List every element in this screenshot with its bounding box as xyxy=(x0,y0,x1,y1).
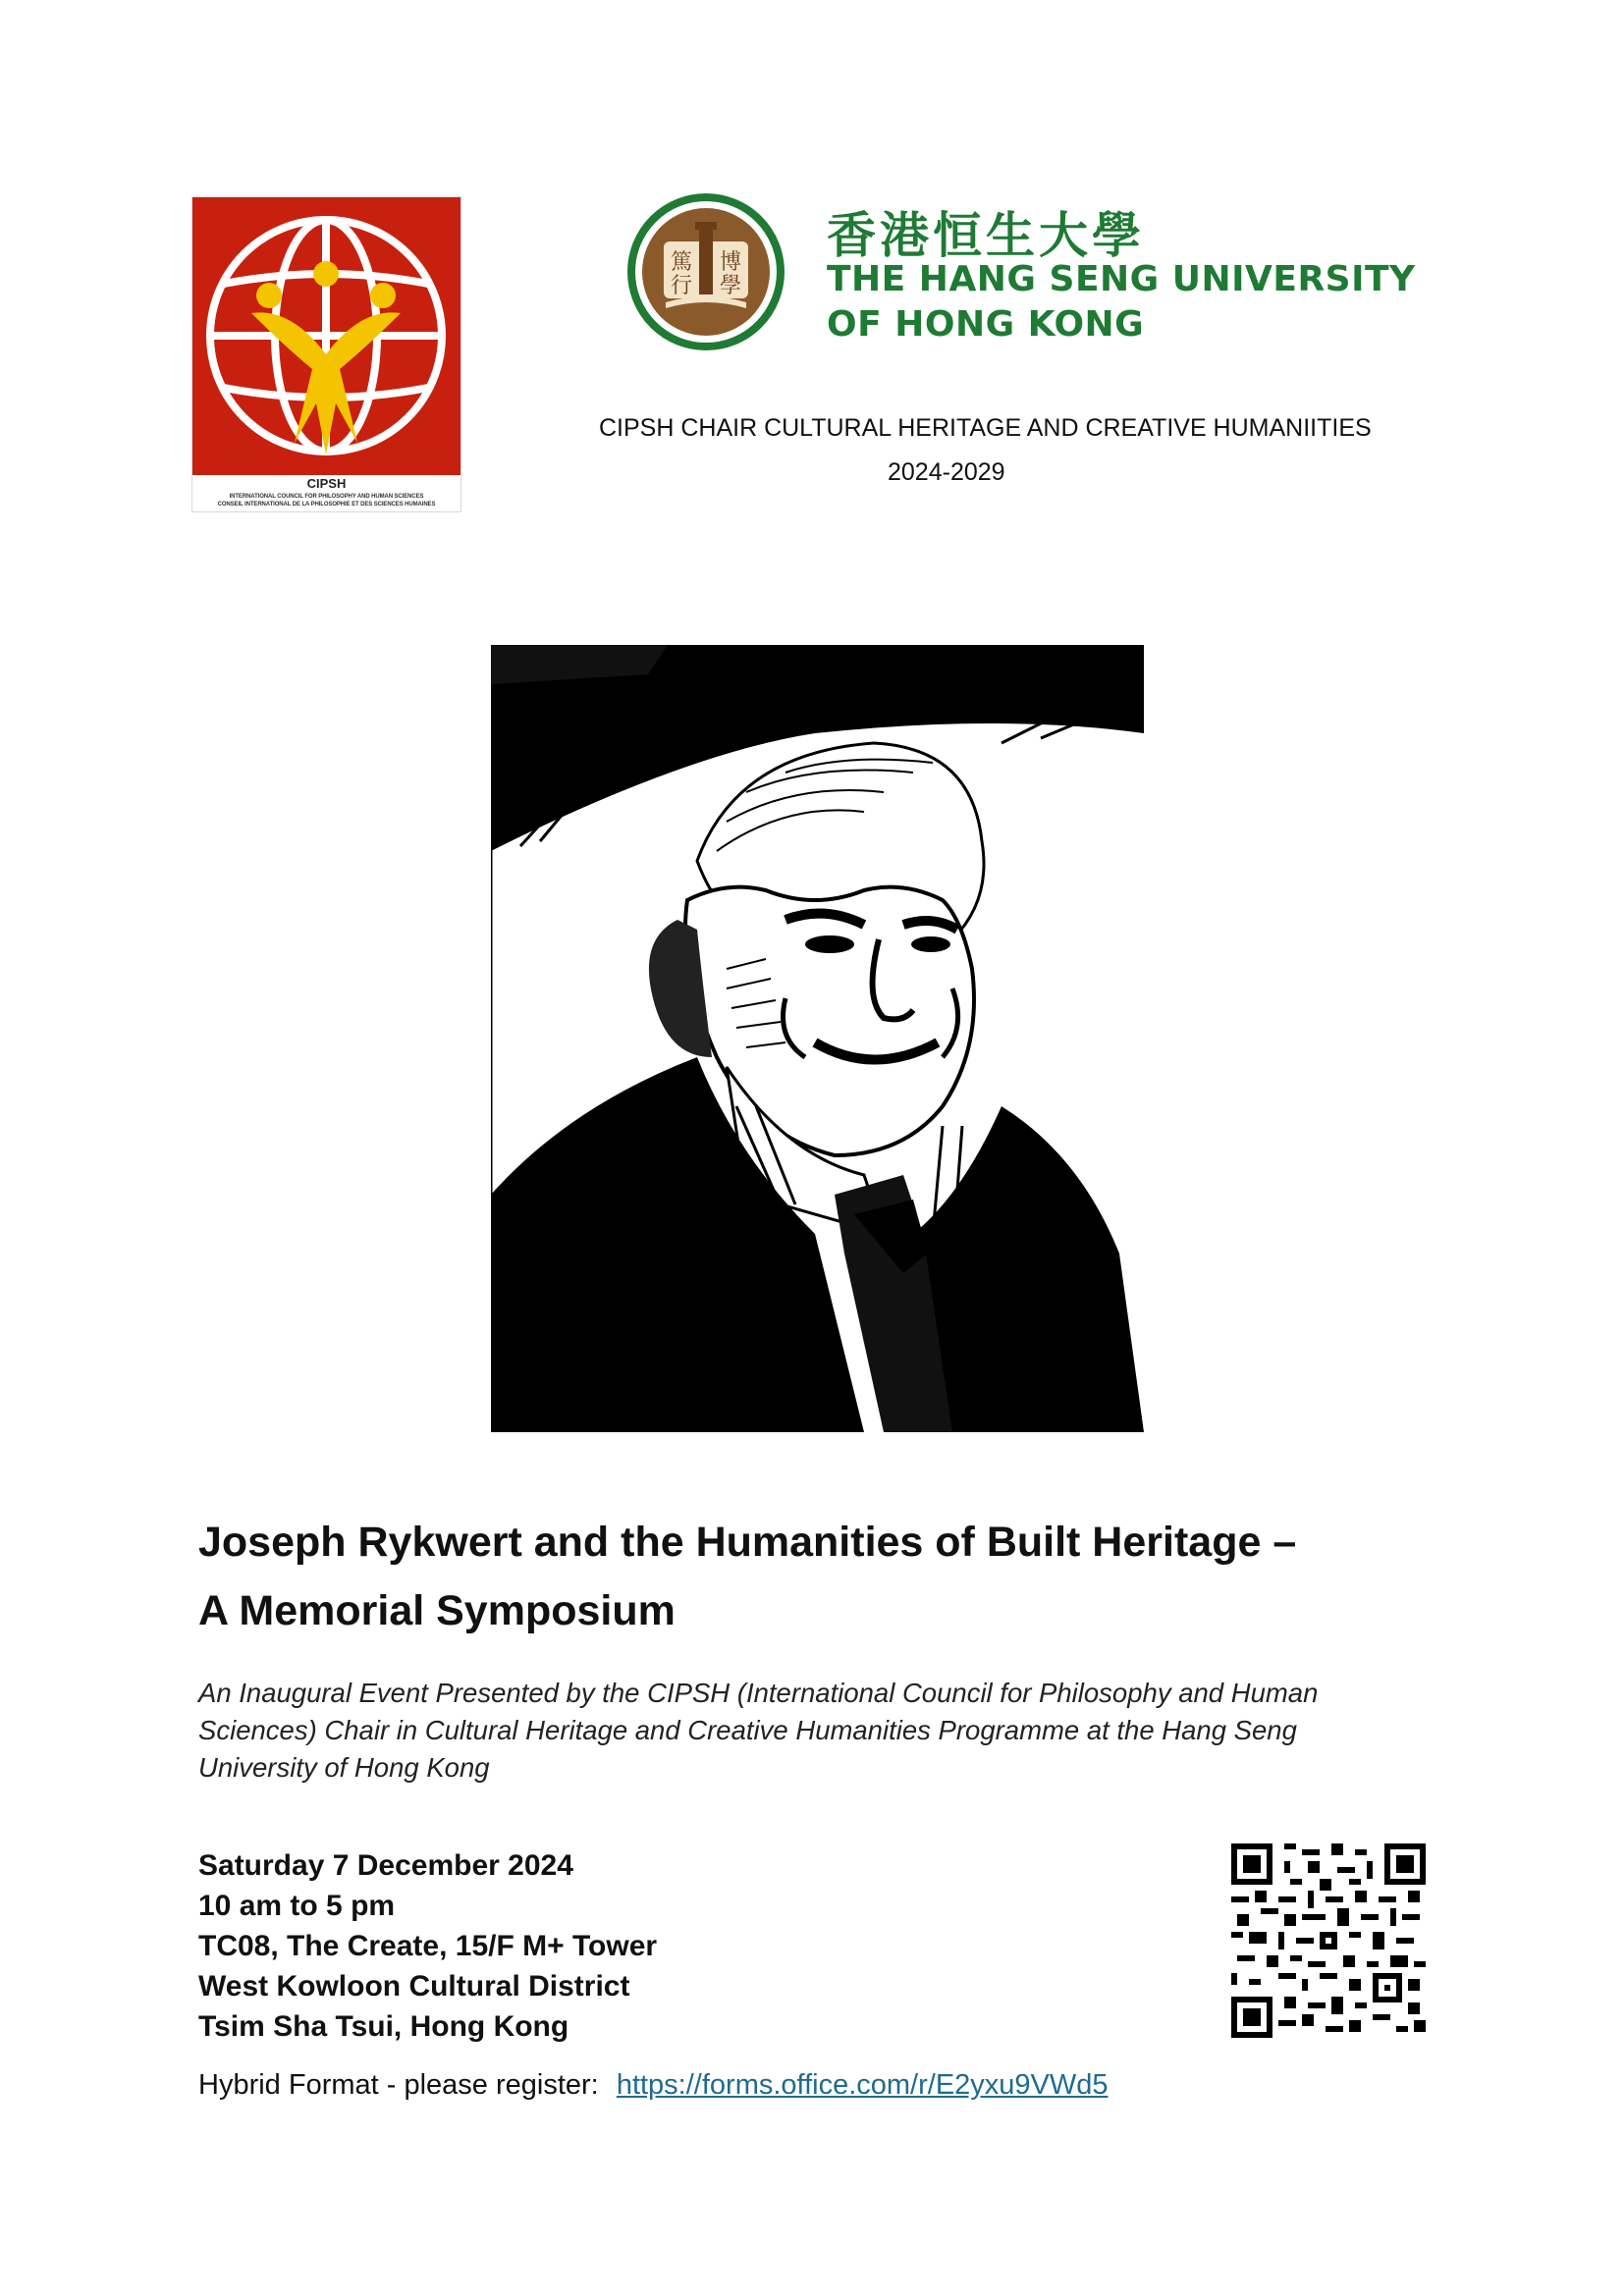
register-text: Hybrid Format - please register: xyxy=(198,2069,599,2101)
cipsh-fullname-fr: CONSEIL INTERNATIONAL DE LA PHILOSOPHIE ET DES SCIENCES HUMAINES xyxy=(217,502,436,507)
chair-title: CIPSH CHAIR CULTURAL HERITAGE AND CREATIVE HUMANIITIES xyxy=(599,414,1372,442)
event-date: Saturday 7 December 2024 xyxy=(198,1849,573,1882)
portrait-photo xyxy=(491,645,1144,1432)
hsu-english-name-line2: OF HONG KONG xyxy=(827,304,1145,345)
emblem-char-1: 篤 xyxy=(670,250,693,275)
event-district: West Kowloon Cultural District xyxy=(198,1970,630,2002)
cipsh-fullname-en: INTERNATIONAL COUNCIL FOR PHILOSOPHY AND HUMAN SCIENCES xyxy=(229,494,424,500)
event-time: 10 am to 5 pm xyxy=(198,1890,396,1922)
event-subtitle: An Inaugural Event Presented by the CIPSH (International Council for Philosophy and Human Sciences) Chair in Cultural Heritage and Creative Humanities Programme at the Hang Seng University of Hong Kong xyxy=(198,1678,1319,1783)
emblem-char-2: 博 xyxy=(719,250,742,275)
chair-years: 2024-2029 xyxy=(888,458,1005,486)
register-link[interactable]: https://forms.office.com/r/E2yxu9VWd5 xyxy=(616,2069,1109,2101)
cipsh-globe-icon xyxy=(192,197,460,475)
event-venue: TC08, The Create, 15/F M+ Tower xyxy=(198,1930,658,1962)
event-title xyxy=(198,1508,1475,1645)
hsu-chinese-name: 香港恒生大學 xyxy=(827,207,1145,264)
event-title-line1: Joseph Rykwert and the Humanities of Built Heritage – xyxy=(198,1519,1297,1566)
event-title-line2: A Memorial Symposium xyxy=(198,1587,676,1634)
event-area: Tsim Sha Tsui, Hong Kong xyxy=(198,2010,569,2043)
qr-code-icon[interactable] xyxy=(1231,1843,1426,2038)
cipsh-name: CIPSH xyxy=(306,476,347,491)
hsu-emblem-icon xyxy=(626,192,785,351)
emblem-char-3: 行 xyxy=(670,274,693,298)
cipsh-logo xyxy=(191,196,461,512)
register-line xyxy=(198,2069,1109,2102)
emblem-char-4: 學 xyxy=(719,274,742,298)
event-details xyxy=(198,1845,657,2047)
hsu-english-name-line1: THE HANG SENG UNIVERSITY xyxy=(827,259,1416,299)
